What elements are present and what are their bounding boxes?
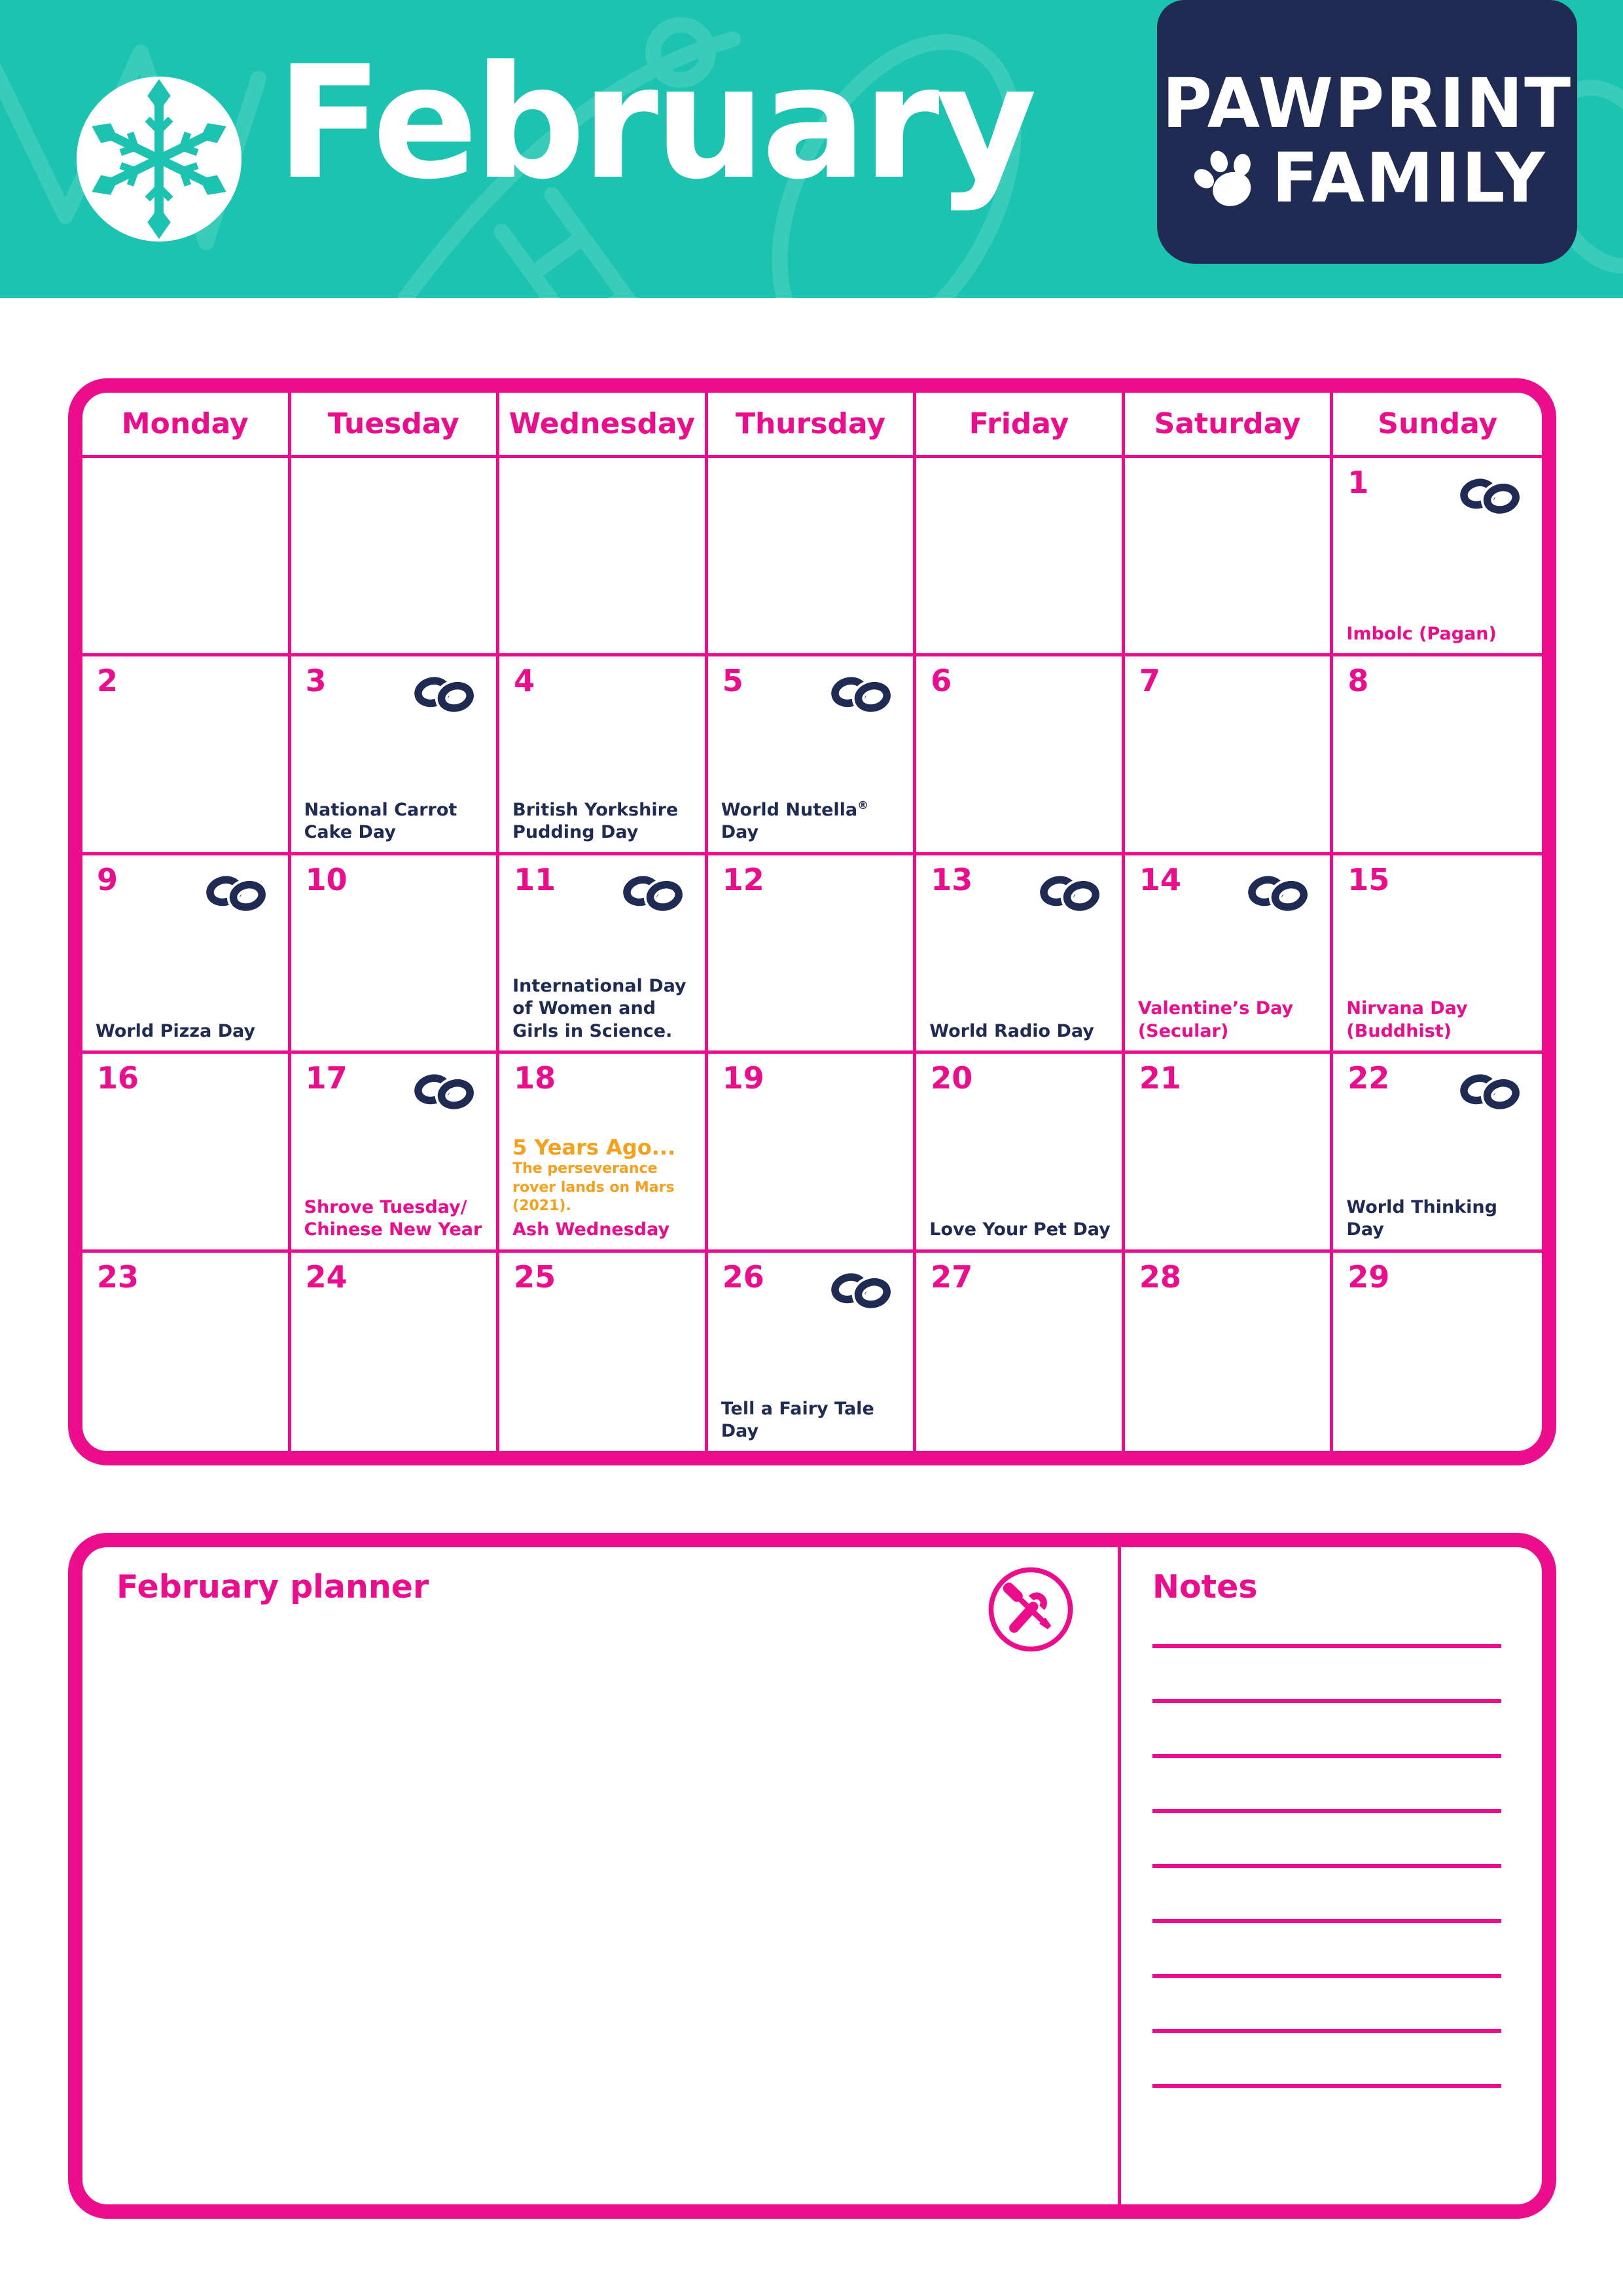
day-number: 10	[305, 861, 348, 897]
day-number	[708, 458, 722, 466]
calendar-cell	[82, 656, 291, 855]
notes-line	[1152, 1809, 1501, 1813]
day-number: 6	[931, 663, 952, 699]
calendar-cell	[916, 656, 1125, 855]
day-number: 25	[514, 1259, 556, 1295]
calendar-cell	[499, 656, 708, 855]
calendar-cell	[499, 855, 708, 1054]
day-header: Thursday	[708, 393, 917, 458]
calendar-cell	[1125, 656, 1334, 855]
day-number: 19	[722, 1060, 764, 1096]
cell-events	[291, 799, 497, 852]
calendar-cell	[708, 1253, 917, 1451]
event-label: Shrove Tuesday/ Chinese New Year	[304, 1196, 482, 1240]
calendar-cell	[708, 855, 917, 1054]
day-header: Wednesday	[499, 393, 708, 458]
day-number: 23	[97, 1259, 139, 1295]
day-number: 18	[514, 1060, 556, 1096]
cell-events	[1333, 844, 1542, 852]
day-header: Monday	[82, 393, 291, 458]
event-label: Tell a Fairy Tale Day	[721, 1398, 874, 1442]
calendar-cell	[916, 1054, 1125, 1252]
event-label: 5 Years Ago...	[512, 1134, 676, 1160]
day-number: 4	[514, 663, 535, 699]
day-number	[1125, 458, 1139, 466]
day-number: 1	[1347, 465, 1369, 500]
calendar-cell	[82, 458, 291, 656]
cell-events	[82, 844, 288, 852]
cell-events	[1333, 1196, 1542, 1249]
day-number: 26	[722, 1259, 764, 1295]
notes-section	[1121, 1547, 1542, 2204]
cell-events	[291, 1443, 497, 1451]
chain-links-icon[interactable]	[827, 668, 896, 721]
calendar-cell	[82, 1054, 291, 1252]
event-label: World Pizza Day	[96, 1020, 256, 1041]
cell-events	[1125, 1443, 1330, 1451]
month-calendar	[68, 378, 1556, 1465]
chain-links-icon[interactable]	[1243, 867, 1313, 920]
calendar-cell	[1333, 1253, 1542, 1451]
event-label: World Thinking Day	[1346, 1196, 1497, 1240]
cell-events	[291, 1196, 497, 1249]
day-number: 22	[1347, 1060, 1390, 1096]
notes-line	[1152, 2084, 1501, 2088]
day-number	[916, 458, 931, 466]
calendar-cell	[1125, 1054, 1334, 1252]
calendar-cell	[1333, 1054, 1542, 1252]
cell-events	[82, 645, 288, 653]
cell-events	[1125, 997, 1330, 1050]
day-number: 21	[1139, 1060, 1181, 1096]
notes-title: Notes	[1152, 1568, 1258, 1605]
calendar-cell	[499, 458, 708, 656]
cell-events	[708, 645, 914, 653]
calendar-cell	[291, 855, 500, 1054]
notes-line	[1152, 1919, 1501, 1923]
calendar-cell	[291, 1054, 500, 1252]
day-number: 14	[1139, 861, 1181, 897]
day-header: Saturday	[1125, 393, 1334, 458]
calendar-cell	[1333, 656, 1542, 855]
planner-box	[68, 1533, 1556, 2219]
day-number: 16	[97, 1060, 139, 1096]
event-label: British Yorkshire Pudding Day	[512, 799, 679, 843]
day-number: 9	[97, 861, 118, 897]
planner-section	[82, 1547, 1121, 2204]
notes-line	[1152, 1699, 1501, 1703]
day-header: Friday	[916, 393, 1125, 458]
calendar-cell	[1125, 458, 1334, 656]
cell-events	[1125, 1242, 1330, 1249]
day-number: 13	[931, 861, 973, 897]
calendar-cell	[82, 855, 291, 1054]
chain-links-icon[interactable]	[618, 867, 688, 920]
cell-events	[499, 1443, 705, 1451]
logo-text-pawprint: PAWPRINT	[1162, 63, 1573, 143]
crossed-tools-icon	[984, 1563, 1077, 1656]
day-number: 20	[931, 1060, 973, 1096]
calendar-cell	[291, 1253, 500, 1451]
day-number: 15	[1347, 861, 1390, 897]
chain-links-icon[interactable]	[1455, 470, 1525, 522]
calendar-cell	[1333, 855, 1542, 1054]
event-label: Imbolc (Pagan)	[1346, 623, 1497, 644]
cell-events	[1333, 623, 1542, 654]
snowflake-icon	[75, 75, 243, 243]
event-label: Ash Wednesday	[512, 1219, 670, 1240]
day-number: 2	[97, 663, 118, 699]
day-number: 24	[305, 1259, 348, 1295]
cell-events	[1333, 997, 1542, 1050]
header-band	[0, 0, 1623, 298]
day-number	[82, 458, 97, 466]
cell-events	[291, 645, 497, 653]
calendar-cell	[1333, 458, 1542, 656]
event-label: World Nutella® Day	[721, 798, 869, 843]
calendar-cell	[291, 656, 500, 855]
calendar-cell	[1125, 855, 1334, 1054]
notes-line	[1152, 1754, 1501, 1758]
event-label: Nirvana Day (Buddhist)	[1346, 998, 1468, 1041]
day-number: 8	[1347, 663, 1369, 699]
event-label: The perseverance rover lands on Mars (2021).	[512, 1160, 675, 1215]
calendar-cell	[82, 1253, 291, 1451]
cell-events	[708, 1242, 914, 1249]
calendar-cell	[916, 855, 1125, 1054]
day-number: 27	[931, 1259, 973, 1295]
calendar-cell	[708, 458, 917, 656]
cell-events	[499, 645, 705, 653]
day-number: 3	[305, 663, 327, 699]
page-title: February	[276, 33, 1033, 214]
calendar-cell	[708, 656, 917, 855]
cell-events	[1333, 1443, 1542, 1451]
pawprint-family-logo	[1157, 0, 1577, 264]
event-label: International Day of Women and Girls in Science.	[512, 975, 687, 1041]
calendar-cell	[916, 458, 1125, 656]
chain-links-icon[interactable]	[1455, 1066, 1525, 1118]
day-number: 7	[1139, 663, 1160, 699]
notes-line	[1152, 1864, 1501, 1868]
cell-events	[1125, 645, 1330, 653]
day-number: 11	[514, 861, 556, 897]
cell-events	[916, 1020, 1122, 1051]
calendar-grid	[82, 393, 1542, 1451]
calendar-cell	[291, 458, 500, 656]
cell-events	[708, 1043, 914, 1050]
cell-events	[916, 1443, 1122, 1451]
day-header: Tuesday	[291, 393, 500, 458]
event-label: Love Your Pet Day	[929, 1219, 1111, 1240]
logo-text-family: FAMILY	[1272, 137, 1546, 218]
day-number	[291, 458, 306, 466]
cell-events	[499, 975, 705, 1051]
planner-title: February planner	[116, 1568, 429, 1605]
cell-events	[499, 1135, 705, 1249]
calendar-cell	[916, 1253, 1125, 1451]
notes-line	[1152, 1974, 1501, 1978]
notes-lines	[1152, 1644, 1501, 2139]
day-header: Sunday	[1333, 393, 1542, 458]
chain-links-icon[interactable]	[827, 1265, 896, 1317]
notes-line	[1152, 2029, 1501, 2033]
cell-events	[82, 1443, 288, 1451]
calendar-cell	[499, 1253, 708, 1451]
cell-events	[499, 799, 705, 852]
calendar-cell	[708, 1054, 917, 1252]
cell-events	[916, 645, 1122, 653]
notes-line	[1152, 1644, 1501, 1648]
calendar-cell	[1125, 1253, 1334, 1451]
cell-events	[916, 844, 1122, 852]
day-number: 28	[1139, 1259, 1181, 1295]
cell-events	[708, 1398, 914, 1451]
day-number: 17	[305, 1060, 348, 1096]
paw-print-icon	[1188, 143, 1265, 213]
day-number: 29	[1347, 1259, 1390, 1295]
day-number: 12	[722, 861, 764, 897]
cell-events	[708, 799, 914, 852]
chain-links-icon[interactable]	[1035, 867, 1105, 920]
cell-events	[1125, 844, 1330, 852]
event-label: World Radio Day	[929, 1020, 1094, 1041]
calendar-cell	[499, 1054, 708, 1252]
day-number: 5	[722, 663, 743, 699]
chain-links-icon[interactable]	[410, 1066, 479, 1118]
chain-links-icon[interactable]	[410, 668, 479, 721]
event-label: National Carrot Cake Day	[304, 799, 457, 843]
cell-events	[82, 1242, 288, 1249]
day-number	[499, 458, 514, 466]
chain-links-icon[interactable]	[202, 867, 271, 920]
cell-events	[291, 1043, 497, 1050]
cell-events	[916, 1219, 1122, 1249]
cell-events	[82, 1020, 288, 1051]
event-label: Valentine’s Day (Secular)	[1137, 998, 1294, 1041]
